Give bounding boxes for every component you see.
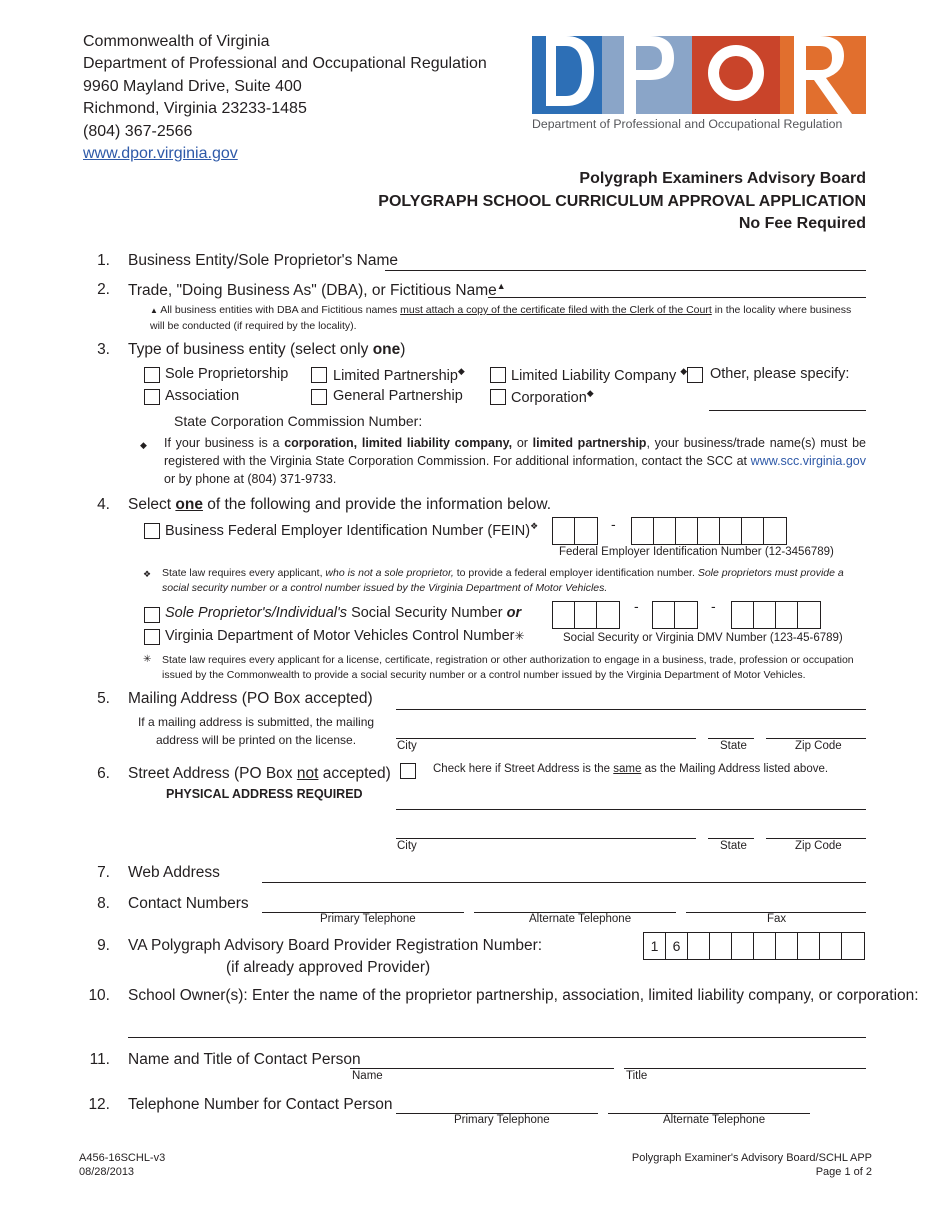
form-id: A456-16SCHL-v3 — [79, 1152, 166, 1164]
street-zip-field[interactable] — [766, 838, 866, 839]
street-address-label: Street Address (PO Box not accepted) — [128, 765, 391, 782]
diamond-icon: ◆ — [140, 440, 147, 450]
board-name: Polygraph Examiners Advisory Board — [579, 170, 866, 187]
item-number: 10. — [88, 987, 110, 1004]
mailing-state-field[interactable] — [708, 738, 754, 739]
business-name-label: Business Entity/Sole Proprietor's Name — [128, 252, 399, 269]
address-line: 9960 Mayland Drive, Suite 400 — [83, 77, 302, 95]
physical-address-required: PHYSICAL ADDRESS REQUIRED — [166, 787, 363, 801]
corporation-label: Corporation◆ — [511, 388, 594, 406]
other-label: Other, please specify: — [710, 366, 850, 382]
address-line: Department of Professional and Occupational Regulation — [83, 55, 487, 73]
alternate-telephone-caption: Alternate Telephone — [529, 913, 632, 925]
fein-caption: Federal Employer Identification Number (12-3456789) — [559, 546, 834, 558]
ssn-note: State law requires every applicant for a license, certificate, registration or other authorization to engage in a business, trade, profession or occupation issued by the Commonwealth to provide a social security number or a control number issued by the Virginia Department of Motor Vehicles. — [162, 654, 854, 681]
mailing-street-field[interactable] — [396, 709, 866, 710]
address-line: Richmond, Virginia 23233-1485 — [83, 100, 307, 118]
alternate-telephone-caption: Alternate Telephone — [663, 1114, 766, 1126]
general-partnership-checkbox[interactable] — [311, 389, 327, 405]
zip-caption: Zip Code — [795, 740, 842, 752]
association-checkbox[interactable] — [144, 389, 160, 405]
general-partnership-label: General Partnership — [333, 388, 463, 404]
item-number: 8. — [97, 895, 110, 912]
registration-number-boxes[interactable] — [643, 932, 865, 960]
asterisk-icon: ✳ — [143, 654, 152, 665]
street-city-field[interactable] — [396, 838, 696, 839]
fein-suffix-boxes[interactable] — [631, 517, 787, 545]
state-caption: State — [720, 840, 747, 852]
footer-left — [79, 1152, 165, 1179]
footer-right — [632, 1152, 872, 1179]
llc-label: Limited Liability Company ◆ — [511, 366, 688, 384]
dmv-label: Virginia Department of Motor Vehicles Control Number✳ — [165, 628, 525, 644]
same-address-label: Check here if Street Address is the same as the Mailing Address listed above. — [433, 763, 829, 775]
agency-address — [83, 31, 487, 165]
dba-field[interactable] — [488, 297, 866, 298]
fein-label: Business Federal Employer Identification Number (FEIN)❖ — [165, 521, 539, 539]
llc-checkbox[interactable] — [490, 367, 506, 383]
business-name-field[interactable] — [385, 270, 866, 271]
registration-digit: 1 — [644, 933, 666, 959]
item-number: 3. — [97, 341, 110, 358]
registration-digit: 6 — [666, 933, 688, 959]
page-number: Page 1 of 2 — [815, 1165, 872, 1178]
fax-caption: Fax — [767, 913, 787, 925]
ssn-part1-boxes[interactable] — [552, 601, 620, 629]
contact-numbers-label: Contact Numbers — [128, 895, 249, 912]
school-owner-field[interactable] — [128, 1037, 866, 1038]
fein-note-icon: ❖ — [143, 569, 152, 579]
id-select-label: Select one of the following and provide the information below. — [128, 496, 552, 513]
limited-partnership-label: Limited Partnership◆ — [333, 366, 465, 384]
form-date: 08/28/2013 — [79, 1165, 135, 1178]
limited-partnership-checkbox[interactable] — [311, 367, 327, 383]
city-caption: City — [397, 740, 417, 752]
other-specify-field[interactable] — [709, 410, 866, 411]
web-address-field[interactable] — [262, 882, 866, 883]
item-number: 6. — [97, 765, 110, 782]
corporation-checkbox[interactable] — [490, 389, 506, 405]
registration-number-label: VA Polygraph Advisory Board Provider Registration Number: — [128, 937, 543, 954]
fein-dash: - — [611, 516, 616, 532]
mailing-zip-field[interactable] — [766, 738, 866, 739]
scc-number-label: State Corporation Commission Number: — [174, 413, 423, 429]
city-caption: City — [397, 840, 417, 852]
logo-caption: Department of Professional and Occupational Regulation — [532, 117, 843, 131]
primary-telephone-caption: Primary Telephone — [454, 1114, 550, 1126]
web-address-label: Web Address — [128, 864, 220, 881]
form-title — [378, 168, 866, 236]
address-line: Commonwealth of Virginia — [83, 33, 270, 50]
same-address-checkbox[interactable] — [400, 763, 416, 779]
footer-board: Polygraph Examiner's Advisory Board/SCHL APP — [631, 1152, 872, 1164]
phone: (804) 367-2566 — [83, 122, 193, 140]
contact-title-field[interactable] — [624, 1068, 866, 1069]
ssn-part3-boxes[interactable] — [731, 601, 821, 629]
mailing-city-field[interactable] — [396, 738, 696, 739]
scc-link[interactable]: www.scc.virginia.gov — [750, 454, 866, 468]
dpor-logo — [532, 36, 866, 132]
dba-label: Trade, "Doing Business As" (DBA), or Fictitious Name▲ — [128, 281, 506, 300]
state-caption: State — [720, 740, 747, 752]
ssn-checkbox[interactable] — [144, 607, 160, 623]
dmv-checkbox[interactable] — [144, 629, 160, 645]
ssn-dash: - — [711, 598, 716, 614]
fee-note: No Fee Required — [738, 215, 866, 232]
other-checkbox[interactable] — [687, 367, 703, 383]
contact-name-field[interactable] — [350, 1068, 614, 1069]
sole-proprietorship-checkbox[interactable] — [144, 367, 160, 383]
street-state-field[interactable] — [708, 838, 754, 839]
item-number: 7. — [97, 864, 110, 881]
street-field[interactable] — [396, 809, 866, 810]
school-owner-label: School Owner(s): Enter the name of the proprietor partnership, association, limited liability company, or corporation: — [128, 987, 919, 1004]
contact-telephone-label: Telephone Number for Contact Person — [128, 1096, 393, 1113]
sole-proprietorship-label: Sole Proprietorship — [165, 366, 289, 382]
item-number: 5. — [97, 690, 110, 707]
item-number: 9. — [97, 937, 110, 954]
title-caption: Title — [626, 1070, 648, 1082]
item-number: 2. — [97, 281, 110, 298]
fein-checkbox[interactable] — [144, 523, 160, 539]
item-number: 12. — [88, 1096, 110, 1113]
website-link[interactable]: www.dpor.virginia.gov — [83, 145, 238, 163]
item-number: 4. — [97, 496, 110, 513]
entity-type-label: Type of business entity (select only one) — [128, 341, 406, 358]
ssn-caption: Social Security or Virginia DMV Number (123-45-6789) — [563, 632, 843, 644]
association-label: Association — [165, 388, 240, 404]
ssn-part2-boxes[interactable] — [652, 601, 698, 629]
registration-number-sublabel: (if already approved Provider) — [226, 959, 431, 976]
zip-caption: Zip Code — [795, 840, 842, 852]
item-number: 1. — [97, 252, 110, 269]
form-name: POLYGRAPH SCHOOL CURRICULUM APPROVAL APPLICATION — [378, 192, 866, 210]
primary-telephone-caption: Primary Telephone — [320, 913, 416, 925]
fein-note: State law requires every applicant, who is not a sole proprietor, to provide a federal employer identification number. Sole proprietors must provide a social security number or a control number issued by the Virginia Department of Motor Vehicles. — [162, 567, 844, 594]
ssn-dash: - — [634, 598, 639, 614]
scc-note: If your business is a corporation, limited liability company, or limited partnership, your business/trade name(s) must be registered with the Virginia State Corporation Commission. For additional information, contact the SCC at www.scc.virginia.gov or by phone at (804) 371-9733. — [164, 436, 867, 486]
name-caption: Name — [352, 1070, 383, 1082]
mailing-address-note: If a mailing address is submitted, the mailing address will be printed on the license. — [137, 715, 375, 747]
dba-note: ▲ All business entities with DBA and Fictitious names must attach a copy of the certificate filed with the Clerk of the Court in the locality where business will be conducted (if required by the locality). — [150, 304, 852, 332]
contact-person-label: Name and Title of Contact Person — [128, 1051, 361, 1068]
ssn-label: Sole Proprietor's/Individual's Social Security Number or — [165, 605, 522, 621]
item-number: 11. — [89, 1051, 110, 1068]
mailing-address-label: Mailing Address (PO Box accepted) — [128, 690, 373, 707]
fein-prefix-boxes[interactable] — [552, 517, 598, 545]
